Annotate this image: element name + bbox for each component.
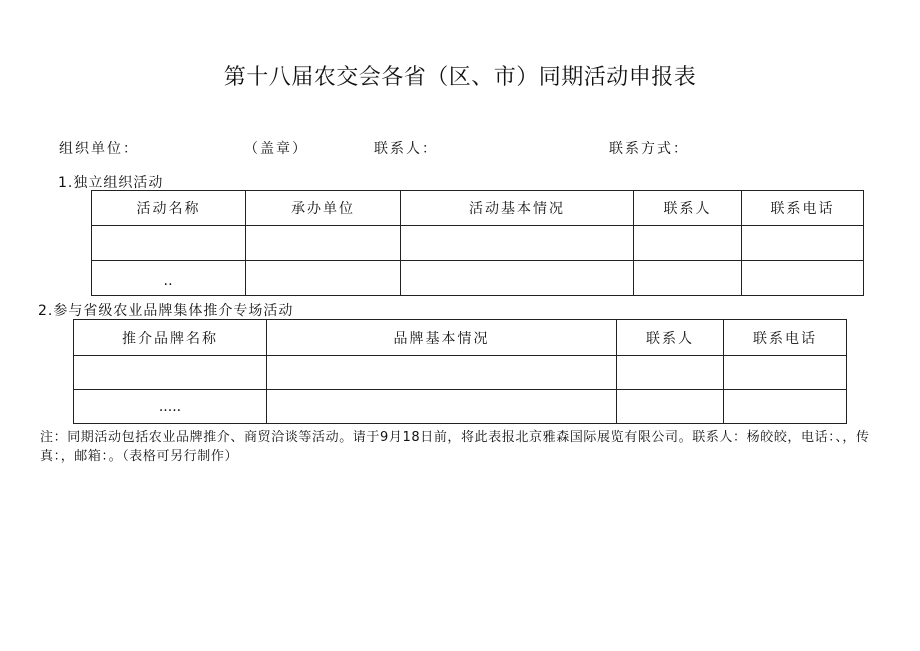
table-cell[interactable] — [401, 226, 634, 261]
table-cell[interactable] — [742, 261, 864, 296]
table-cell[interactable] — [92, 226, 246, 261]
table-row — [74, 390, 847, 424]
header-cell: 联系人 — [634, 191, 742, 226]
table-cell[interactable] — [617, 390, 724, 424]
table-header-row — [92, 191, 864, 226]
header-cell: 活动基本情况 — [401, 191, 634, 226]
header-cell: 联系人 — [617, 320, 724, 356]
table-header-row — [74, 320, 847, 356]
contact-label: 联系人： — [374, 141, 438, 157]
header-cell: 承办单位 — [246, 191, 401, 226]
section2-label: 2.参与省级农业品牌集体推介专场活动 — [38, 303, 294, 319]
header-cell: 活动名称 — [92, 191, 246, 226]
header-cell: 推介品牌名称 — [74, 320, 267, 356]
table-cell[interactable] — [267, 356, 617, 390]
table-row — [92, 261, 864, 296]
footnote: 注：同期活动包括农业品牌推介、商贸洽谈等活动。请于9月18日前，将此表报北京雅森国际展览有限公司。联系人：杨皎皎，电话：、，传真：，邮箱：。（表格可另行制作） — [40, 430, 870, 464]
seal-label: （盖章） — [244, 141, 308, 157]
table-cell[interactable] — [74, 356, 267, 390]
table-cell[interactable] — [246, 226, 401, 261]
form-title: 第十八届农交会各省（区、市）同期活动申报表 — [223, 65, 697, 90]
table-row — [92, 226, 864, 261]
table-cell[interactable] — [246, 261, 401, 296]
section1-label: 1.独立组织活动 — [58, 175, 164, 191]
table-cell[interactable] — [634, 226, 742, 261]
contact-method-label: 联系方式： — [609, 141, 689, 157]
table-cell[interactable] — [742, 226, 864, 261]
brand-table — [73, 319, 847, 424]
table-cell[interactable]: ‥ — [92, 261, 246, 296]
table-cell[interactable] — [267, 390, 617, 424]
header-cell: 联系电话 — [742, 191, 864, 226]
header-cell: 联系电话 — [724, 320, 847, 356]
table-cell[interactable] — [724, 390, 847, 424]
table-cell[interactable] — [724, 356, 847, 390]
activity-table — [91, 190, 864, 296]
header-cell: 品牌基本情况 — [267, 320, 617, 356]
table-cell[interactable] — [634, 261, 742, 296]
table-cell[interactable] — [617, 356, 724, 390]
table-row — [74, 356, 847, 390]
table-cell[interactable] — [401, 261, 634, 296]
table-cell[interactable]: ..... — [74, 390, 267, 424]
org-label: 组织单位： — [59, 141, 139, 157]
